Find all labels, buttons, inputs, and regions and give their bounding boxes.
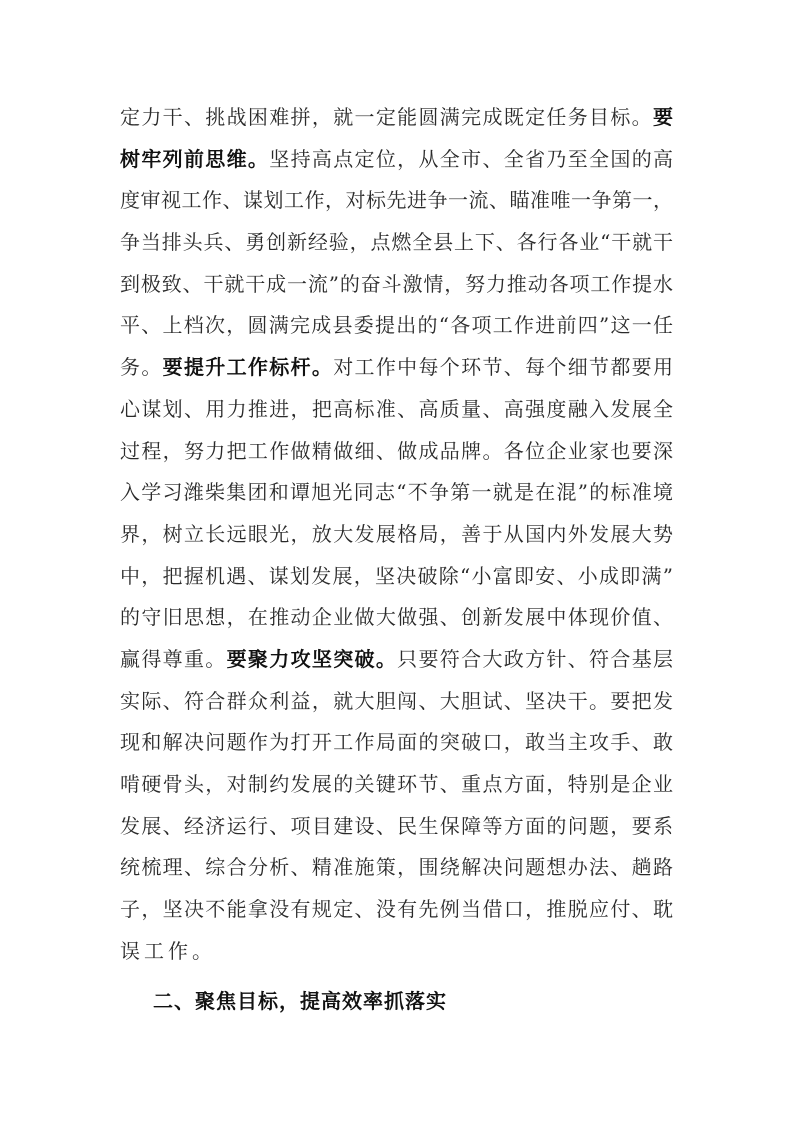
text-run: 现和解决问题作为打开工作局面的突破口，敢当主攻手、敢 <box>120 730 673 755</box>
paragraph-line <box>120 518 673 560</box>
text-run: 实际、符合群众利益，就大胆闯、大胆试、坚决干。要把发 <box>120 688 673 713</box>
text-run: 赢得尊重。 <box>120 646 227 671</box>
paragraph-line <box>120 560 673 602</box>
paragraph-line <box>120 101 673 143</box>
text-run: 定力干、挑战困难拼，就一定能圆满完成既定任务目标。 <box>120 105 653 129</box>
paragraph-line <box>120 226 673 268</box>
text-run: 发展、经济运行、项目建设、民生保障等方面的问题，要系 <box>120 813 673 838</box>
text-run: 坚持高点定位，从全市、全省乃至全国的高 <box>269 146 674 171</box>
paragraph-line <box>120 476 673 518</box>
paragraph-line <box>120 935 673 977</box>
paragraph-line <box>120 810 673 852</box>
bold-lead-phrase: 要 <box>653 105 673 129</box>
paragraph-line <box>120 184 673 226</box>
paragraph-line <box>120 768 673 810</box>
paragraph-line <box>120 143 673 185</box>
text-run: 只要符合大政方针、符合基层 <box>397 646 674 671</box>
paragraph-line <box>120 268 673 310</box>
text-run: 心谋划、用力推进，把高标准、高质量、高强度融入发展全 <box>120 396 673 421</box>
text-run: 误工作。 <box>120 938 216 963</box>
paragraph-line <box>120 643 673 685</box>
paragraph-line <box>120 685 673 727</box>
document-body <box>120 101 673 976</box>
text-run: 啃硬骨头，对制约发展的关键环节、重点方面，特别是企业 <box>120 772 673 796</box>
text-run: 争当排头兵、勇创新经验，点燃全县上下、各行各业“干就干 <box>120 230 673 255</box>
text-run: 界，树立长远眼光，放大发展格局，善于从国内外发展大势 <box>120 521 673 546</box>
bold-lead-phrase: 要提升工作标杆。 <box>162 355 334 380</box>
text-run: 到极致、干就干成一流”的奋斗激情，努力推动各项工作提水 <box>120 271 673 296</box>
text-run: 子，坚决不能拿没有规定、没有先例当借口，推脱应付、耽 <box>120 897 673 922</box>
text-run: 中，把握机遇、谋划发展，坚决破除“小富即安、小成即满” <box>120 563 673 588</box>
paragraph-line <box>120 351 673 393</box>
paragraph-line <box>120 393 673 435</box>
text-run: 的守旧思想，在推动企业做大做强、创新发展中体现价值、 <box>120 605 673 630</box>
paragraph-line <box>120 893 673 935</box>
text-run: 统梳理、综合分析、精准施策，围绕解决问题想办法、趟路 <box>120 855 673 880</box>
text-run: 对工作中每个环节、每个细节都要用 <box>333 355 674 380</box>
paragraph-line <box>120 851 673 893</box>
section-heading: 二、聚焦目标，提高效率抓落实 <box>153 989 447 1013</box>
text-run: 平、上档次，圆满完成县委提出的“各项工作进前四”这一任 <box>120 313 673 338</box>
paragraph-line <box>120 601 673 643</box>
text-run: 务。 <box>120 355 163 380</box>
bold-lead-phrase: 树牢列前思维。 <box>120 146 270 171</box>
text-run: 过程，努力把工作做精做细、做成品牌。各位企业家也要深 <box>120 438 673 463</box>
text-run: 入学习潍柴集团和谭旭光同志“不争第一就是在混”的标准境 <box>120 480 673 505</box>
paragraph-line <box>120 309 673 351</box>
paragraph-line <box>120 435 673 477</box>
paragraph-line <box>120 726 673 768</box>
bold-lead-phrase: 要聚力攻坚突破。 <box>226 646 398 671</box>
text-run: 度审视工作、谋划工作，对标先进争一流、瞄准唯一争第一， <box>120 188 673 213</box>
